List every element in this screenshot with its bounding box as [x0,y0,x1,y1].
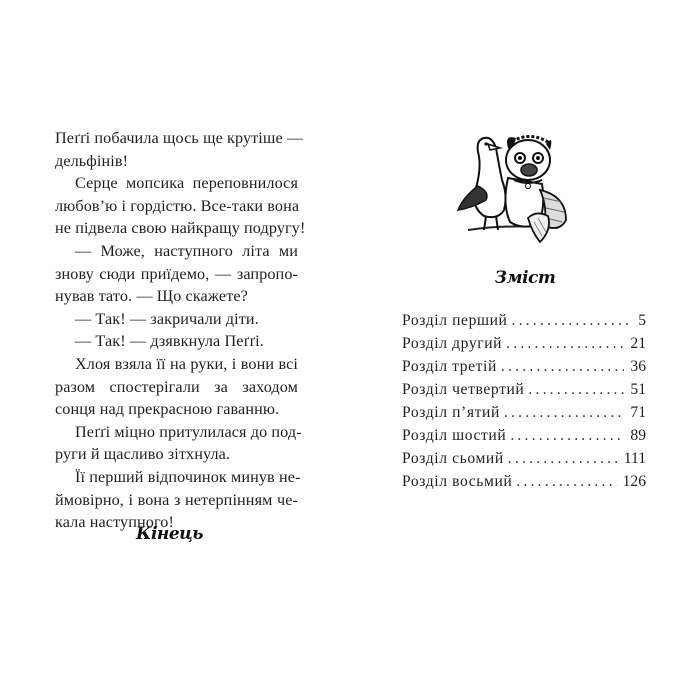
toc-leader-dots [504,401,624,424]
toc-entry[interactable] [402,401,646,424]
toc-page-number: 89 [630,427,646,444]
toc-page-number: 71 [630,404,646,421]
toc-page-number: 126 [622,473,646,490]
toc-leader-dots [511,309,630,332]
text-line: дельфінів! [55,151,129,170]
text-line: нував тато. — Що скажете? [55,287,248,306]
toc-chapter-title: Розділ п’ятий [402,404,500,421]
toc-page-number: 21 [630,335,646,352]
toc-leader-dots [528,378,624,401]
toc-page-number: 5 [638,312,646,329]
toc-entry[interactable] [402,355,646,378]
text-line: — Так! — дзявкнула Пеґґі. [75,332,264,351]
text-line: руги й щасливо зітхнула. [55,445,231,464]
toc-chapter-title: Розділ третій [402,358,497,375]
toc-entry[interactable] [402,424,646,447]
text-line: — Може, наступного літа ми [75,241,298,260]
toc-chapter-title: Розділ шостий [402,427,507,444]
toc-chapter-title: Розділ восьмий [402,473,513,490]
toc-page-number: 51 [630,381,646,398]
text-line: Пеґґі побачила щось ще крутіше — [55,129,304,147]
text-line: ймовірно, і вона з нетерпінням че- [55,490,298,509]
toc-chapter-title: Розділ перший [402,312,508,329]
text-line: любов’ю і гордістю. Все-таки вона [55,196,300,215]
toc-entry[interactable] [402,332,646,355]
text-line: не підвела свою найкращу подругу! [55,219,306,238]
text-line: Пеґґі міцно притулилася до под- [75,422,302,441]
toc-entry[interactable] [402,447,646,470]
toc-entry[interactable] [402,309,646,332]
seagull-and-pug-mermaid-illustration-icon [448,118,578,248]
text-line: разом спостерігали за заходом [55,377,298,396]
the-end-heading: Кінець [136,524,204,544]
toc-entry[interactable] [402,470,646,493]
table-of-contents-heading: Зміст [494,268,556,288]
story-text [55,127,306,534]
toc-chapter-title: Розділ сьомий [402,450,504,467]
text-line: знову сюди приїдемо, — запропо- [55,264,298,283]
toc-chapter-title: Розділ четвертий [402,381,525,398]
toc-leader-dots [516,470,616,493]
table-of-contents [402,309,646,493]
toc-page-number: 111 [623,450,646,467]
text-line: — Так! — закричали діти. [75,309,259,328]
text-line: Хлоя взяла її на руки, і вони всі [75,354,298,373]
toc-leader-dots [506,332,624,355]
text-line: сонця над прекрасною гаванню. [55,400,280,419]
text-line: Її перший відпочинок минув не- [75,467,301,486]
text-line: кала наступного! [55,513,174,532]
toc-entry[interactable] [402,378,646,401]
toc-leader-dots [510,424,624,447]
text-line: Серце мопсика переповнилося [75,174,298,193]
toc-chapter-title: Розділ другий [402,335,503,352]
toc-leader-dots [501,355,624,378]
toc-leader-dots [508,447,618,470]
toc-page-number: 36 [630,358,646,375]
